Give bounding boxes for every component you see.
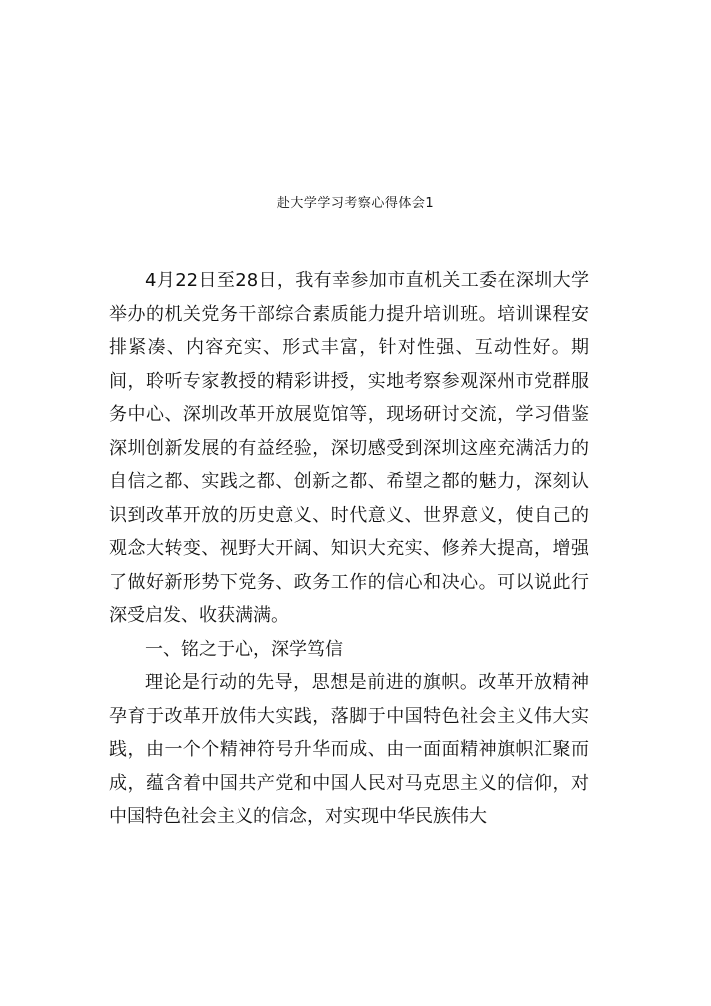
document-title: 赴大学学习考察心得体会1 xyxy=(276,196,435,211)
section-heading-1: 一、铭之于心，深学笃信 xyxy=(145,638,343,660)
document-body xyxy=(109,264,589,834)
paragraph-intro: 4月22日至28日，我有幸参加市直机关工委在深圳大学举办的机关党务干部综合素质能力提升培训班。培训课程安排紧凑、内容充实、形式丰富，针对性强、互动性好。期间，聆听专家教授的精彩讲授，实地考察参观深州市党群服务中心、深圳改革开放展览馆等，现场研讨交流，学习借鉴深圳创新发展的有益经验，深切感受到深圳这座充满活力的自信之都、实践之都、创新之都、希望之都的魅力，深刻认识到改革开放的历史意义、时代意义、世界意义，使自己的观念大转变、视野大开阔、知识大充实、修养大提高，增强了做好新形势下党务、政务工作的信心和决心。可以说此行深受启发、收获满满。 xyxy=(109,270,589,626)
paragraph-section-1: 理论是行动的先导，思想是前进的旗帜。改革开放精神孕育于改革开放伟大实践，落脚于中国特色社会主义伟大实践，由一个个精神符号升华而成、由一面面精神旗帜汇聚而成，蕴含着中国共产党和中国人民对马克思主义的信仰，对中国特色社会主义的信念，对实现中华民族伟大 xyxy=(109,672,589,827)
